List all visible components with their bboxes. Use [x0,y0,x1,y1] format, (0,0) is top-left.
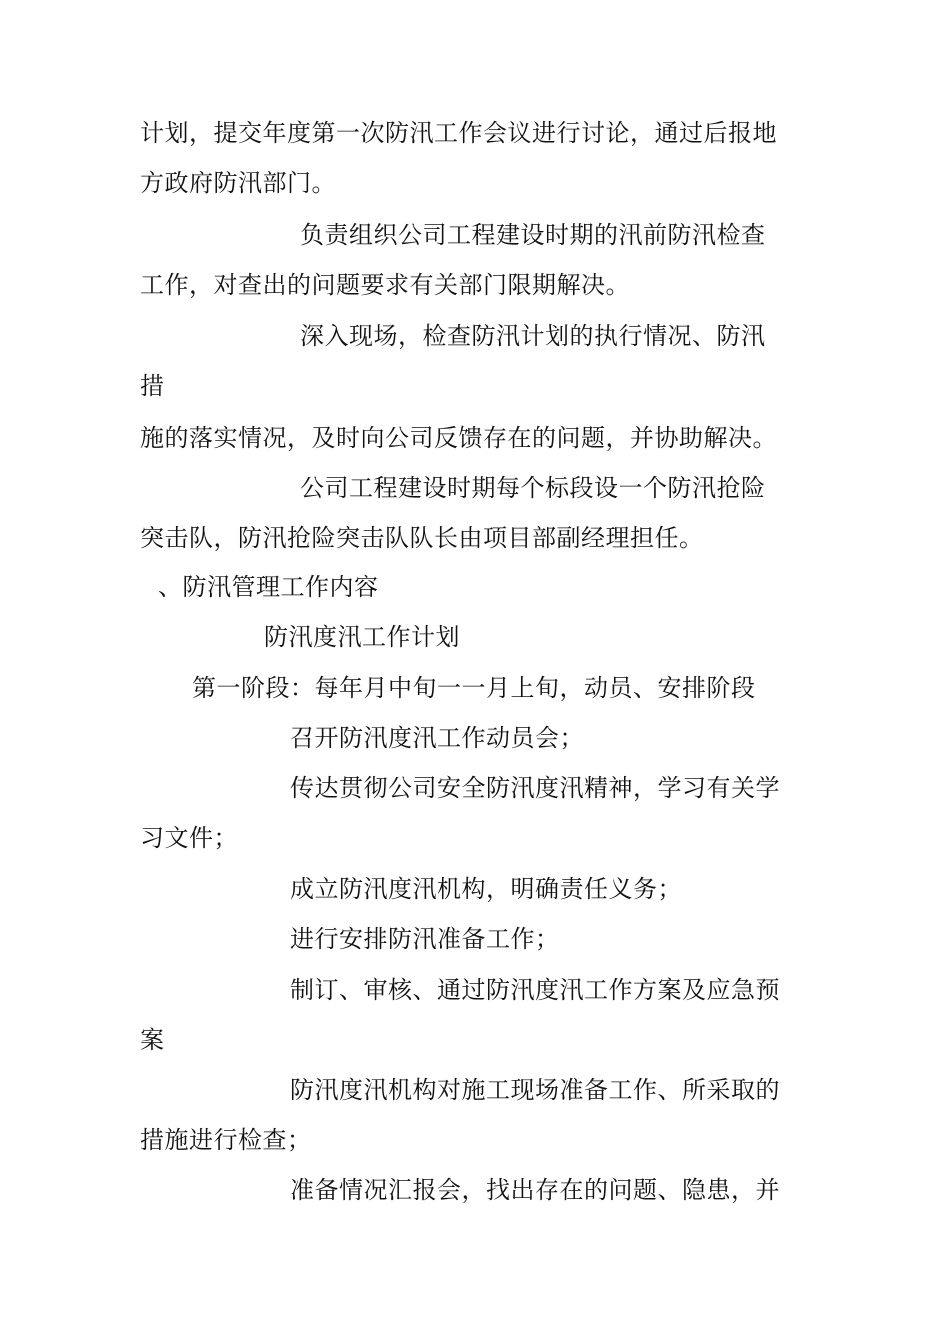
list-item: 制订、审核、通过防汛度汛工作方案及应急预 [290,976,780,1004]
body-text-line: 公司工程建设时期每个标段设一个防汛抢险 [300,474,766,502]
list-item: 成立防汛度汛机构，明确责任义务； [290,875,682,903]
list-item-continuation: 案 [140,1026,165,1054]
body-text-line: 计划，提交年度第一次防汛工作会议进行讨论，通过后报地 [140,119,777,147]
list-item: 传达贯彻公司安全防汛度汛精神，学习有关学 [290,774,780,802]
body-text-line: 措 [140,372,165,400]
list-item: 准备情况汇报会，找出存在的问题、隐患，并 [290,1176,780,1204]
body-text-line: 工作，对查出的问题要求有关部门限期解决。 [140,271,630,299]
section-heading: 、防汛管理工作内容 [158,573,379,601]
body-text-line: 负责组织公司工程建设时期的汛前防汛检查 [300,221,766,249]
body-text-line: 深入现场，检查防汛计划的执行情况、防汛 [300,322,766,350]
list-item: 防汛度汛机构对施工现场准备工作、所采取的 [290,1076,780,1104]
subsection-heading: 防汛度汛工作计划 [264,623,460,651]
list-item-continuation: 措施进行检查； [140,1126,312,1154]
body-text-line: 突击队，防汛抢险突击队队长由项目部副经理担任。 [140,524,704,552]
list-item: 进行安排防汛准备工作； [290,925,560,953]
body-text-line: 施的落实情况，及时向公司反馈存在的问题，并协助解决。 [140,424,777,452]
body-text-line: 方政府防汛部门。 [140,169,336,197]
stage-heading: 第一阶段：每年月中旬一一月上旬，动员、安排阶段 [192,674,756,702]
list-item-continuation: 习文件； [140,824,238,852]
list-item: 召开防汛度汛工作动员会； [290,724,584,752]
